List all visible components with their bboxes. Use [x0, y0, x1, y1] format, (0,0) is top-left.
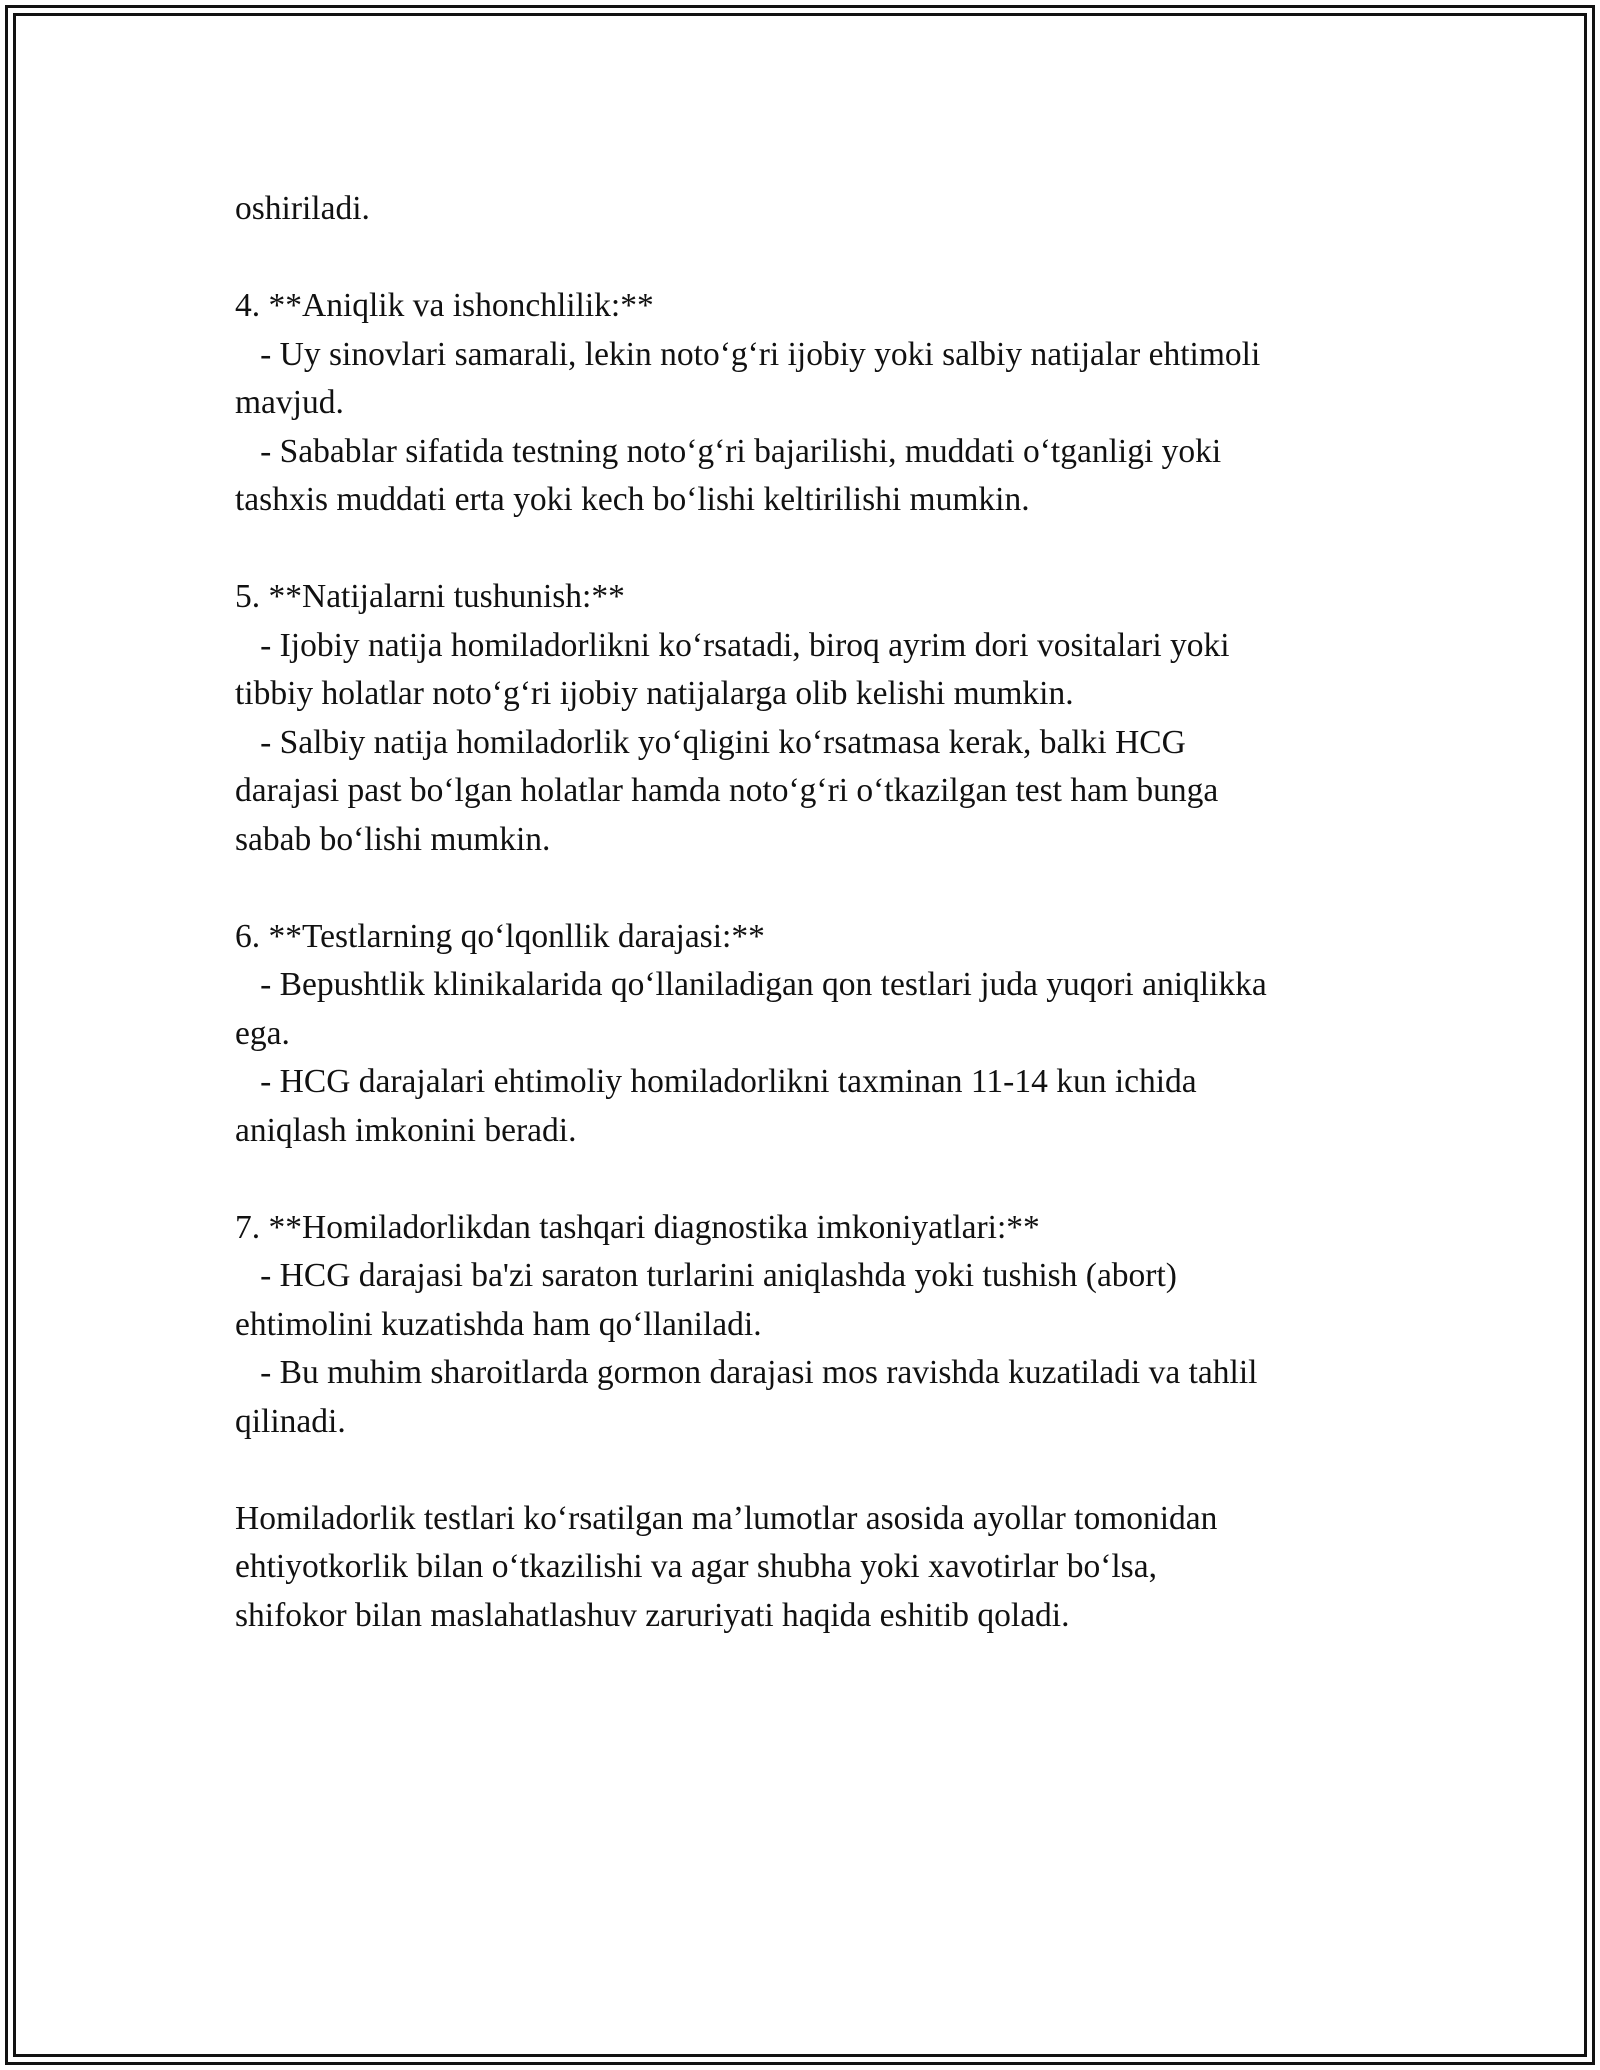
section-heading: 6. **Testlarning qo‘lqonllik darajasi:**: [235, 917, 765, 955]
bullet-line: - Bepushtlik klinikalarida qo‘llaniladigan qon testlari juda yuqori aniqlikka: [235, 966, 1267, 1003]
bullet-line: qilinadi.: [235, 1402, 346, 1440]
conclusion-line: Homiladorlik testlari ko‘rsatilgan ma’lumotlar asosida ayollar tomonidan: [235, 1499, 1218, 1537]
bullet-line: ehtimolini kuzatishda ham qo‘llaniladi.: [235, 1305, 762, 1343]
section-accuracy: [235, 282, 1375, 525]
bullet-line: sabab bo‘lishi mumkin.: [235, 820, 551, 858]
section-test-usability: [235, 913, 1375, 1156]
paragraph-gap: [235, 864, 1375, 913]
bullet-line: - HCG darajasi ba'zi saraton turlarini aniqlashda yoki tushish (abort): [235, 1257, 1177, 1294]
paragraph-gap: [235, 1155, 1375, 1204]
paragraph-gap: [235, 234, 1375, 283]
section-heading: 4. **Aniqlik va ishonchlilik:**: [235, 287, 654, 324]
section-heading: 5. **Natijalarni tushunish:**: [235, 578, 625, 615]
paragraph-gap: [235, 525, 1375, 574]
document-body: [235, 185, 1375, 1640]
bullet-line: - Uy sinovlari samarali, lekin noto‘g‘ri ijobiy yoki salbiy natijalar ehtimoli: [235, 335, 1261, 373]
bullet-line: tashxis muddati erta yoki kech bo‘lishi keltirilishi mumkin.: [235, 481, 1030, 518]
bullet-line: tibbiy holatlar noto‘g‘ri ijobiy natijalarga olib kelishi mumkin.: [235, 675, 1074, 712]
bullet-line: - Ijobiy natija homiladorlikni ko‘rsatadi, biroq ayrim dori vositalari yoki: [235, 626, 1230, 664]
section-other-diagnostics: [235, 1204, 1375, 1447]
bullet-line: ega.: [235, 1014, 290, 1052]
conclusion-line: shifokor bilan maslahatlashuv zaruriyati haqida eshitib qoladi.: [235, 1596, 1070, 1634]
bullet-line: - Bu muhim sharoitlarda gormon darajasi mos ravishda kuzatiladi va tahlil: [235, 1354, 1258, 1391]
paragraph-gap: [235, 1446, 1375, 1495]
section-heading: 7. **Homiladorlikdan tashqari diagnostika imkoniyatlari:**: [235, 1208, 1040, 1246]
section-understanding-results: [235, 573, 1375, 864]
bullet-line: mavjud.: [235, 384, 344, 421]
bullet-line: - HCG darajalari ehtimoliy homiladorlikni taxminan 11-14 kun ichida: [235, 1063, 1197, 1100]
continuation-text: oshiriladi.: [235, 190, 370, 227]
bullet-line: aniqlash imkonini beradi.: [235, 1111, 577, 1149]
conclusion-paragraph: [235, 1495, 1375, 1641]
bullet-line: darajasi past bo‘lgan holatlar hamda noto‘g‘ri o‘tkazilgan test ham bunga: [235, 772, 1219, 809]
conclusion-line: ehtiyotkorlik bilan o‘tkazilishi va agar shubha yoki xavotirlar bo‘lsa,: [235, 1548, 1157, 1585]
bullet-line: - Sabablar sifatida testning noto‘g‘ri bajarilishi, muddati o‘tganligi yoki: [235, 432, 1222, 470]
bullet-line: - Salbiy natija homiladorlik yo‘qligini ko‘rsatmasa kerak, balki HCG: [235, 723, 1186, 761]
